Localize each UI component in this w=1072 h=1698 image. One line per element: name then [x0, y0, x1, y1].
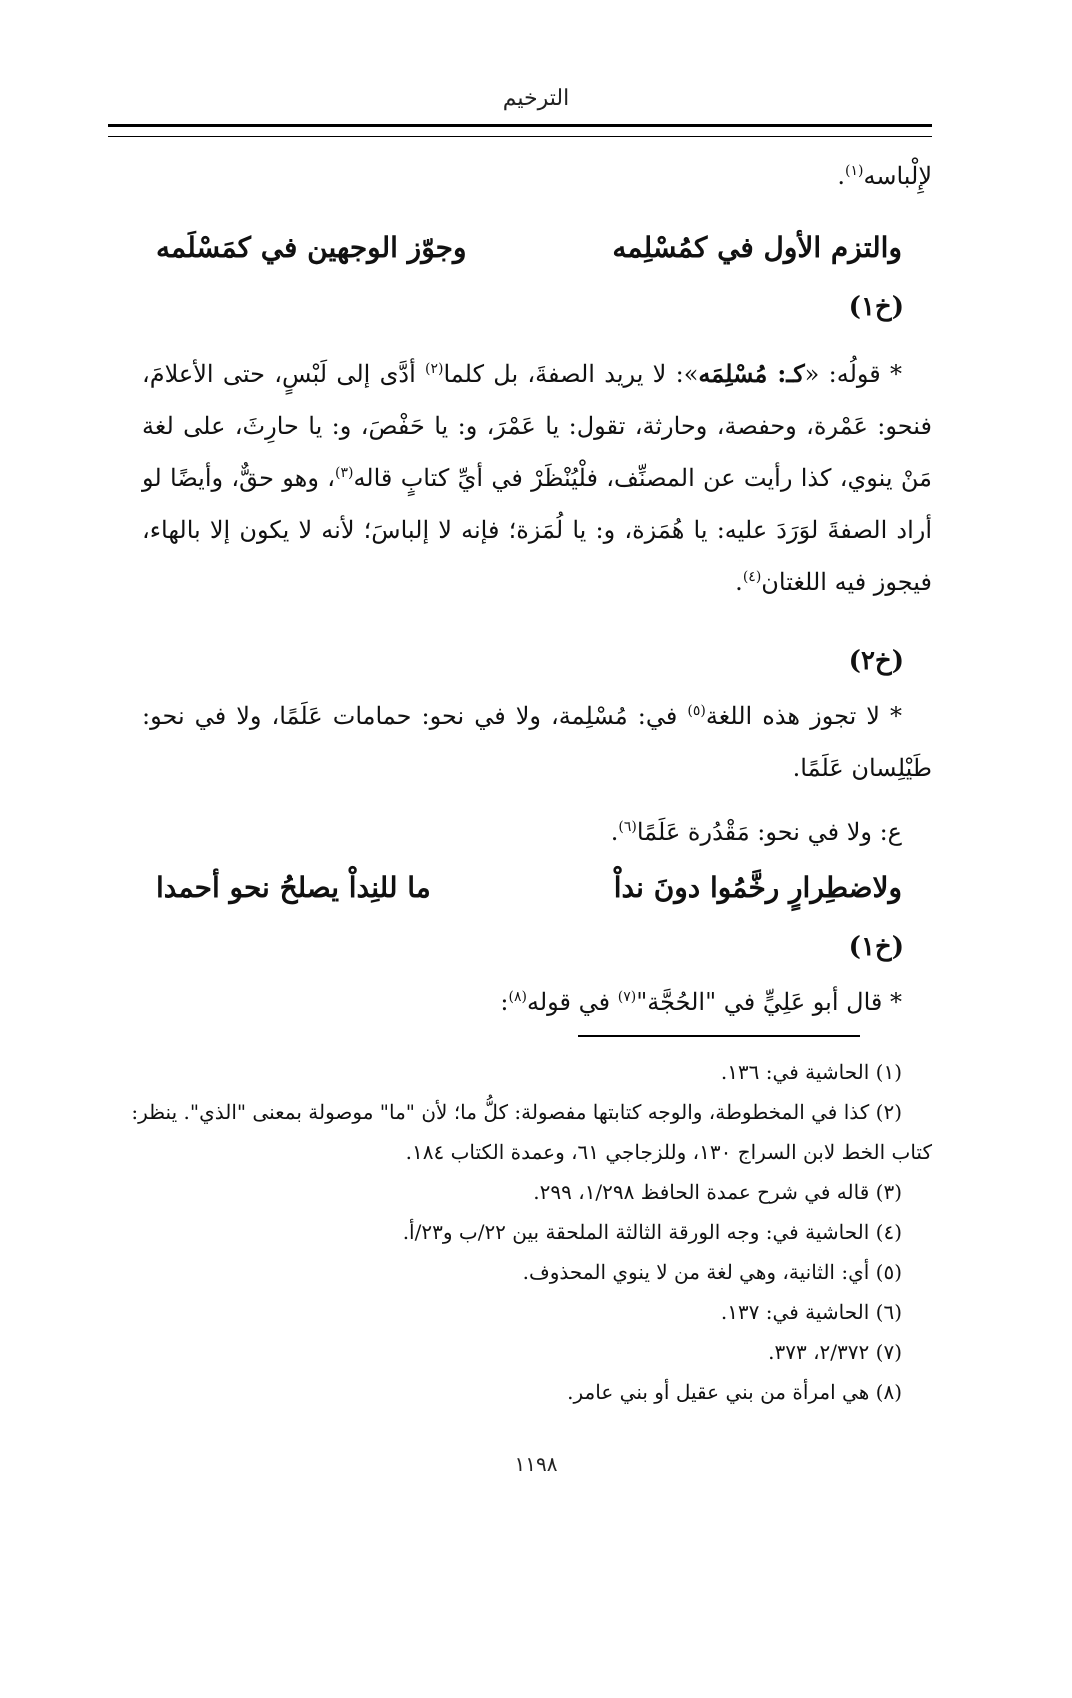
header-rule-thin	[108, 136, 932, 137]
header-rule-thick	[108, 124, 932, 127]
footnotes	[131, 1052, 932, 1412]
verse-line	[142, 858, 932, 918]
verse-hemistich-left: ما للنِداْ يصلحُ نحو أحمدا	[156, 871, 431, 904]
footnote-ref: (٨)	[508, 989, 527, 1005]
verse-hemistich-right: ولاضطِرارٍ رخَّمُوا دونَ نداْ	[613, 871, 902, 904]
footnote-ref: (٣)	[334, 465, 354, 481]
footnote: (١) الحاشية في: ١٣٦.	[720, 1060, 902, 1084]
footnote: (٤) الحاشية في: وجه الورقة الثالثة الملحقة بين ٢٢/ب و٢٣/أ.	[402, 1220, 902, 1244]
footnote: (٥) أي: الثانية، وهي لغة من لا ينوي المحذوف.	[522, 1260, 902, 1284]
text-line: أراد الصفةَ لوَرَدَ عليه: يا هُمَزة، و: يا لُمَزة؛ فإنه لا إلباسَ؛ لأنه لا يكون إلا بالهاء،	[142, 516, 932, 544]
paragraph	[142, 806, 932, 858]
footnote-ref: (٢)	[425, 361, 444, 377]
manuscript-tag: (خ٢)	[848, 646, 904, 676]
text-line: * لا تجوز هذه اللغة$^{(٥)}$ في: مُسْلِمة، ولا في نحو: حمامات عَلَمًا، ولا في نحو:	[142, 702, 903, 730]
running-title: الترخيم	[502, 86, 570, 111]
footnote-continuation: كتاب الخط لابن السراج ١٣٠، وللزجاجي ٦١، وعمدة الكتاب ١٨٤.	[405, 1140, 932, 1164]
verse-hemistich-left: وجوّز الوجهين في كمَسْلَمه	[156, 231, 467, 264]
text-line: فنحو: عَمْرة، وحفصة، وحارثة، تقول: يا عَمْرَ، و: يا حَفْصَ، و: يا حارِثَ، على لغة	[142, 412, 932, 440]
manuscript-tag: (خ١)	[848, 932, 904, 962]
verse-hemistich-right: والتزم الأول في كمُسْلِمه	[612, 231, 902, 264]
text-line: لإِلْباسه$^{(١)}$.	[837, 162, 932, 190]
bold-term: كـ: مُسْلِمَه	[698, 359, 805, 388]
text-line: مَنْ ينوي، كذا رأيت عن المصنِّف، فلْيُنْظَرْ في أيِّ كتابٍ قاله$^{(٣)}$، وهو حقٌّ، وأيضًا لو	[142, 464, 932, 492]
footnote: (٦) الحاشية في: ١٣٧.	[720, 1300, 902, 1324]
footnote-ref: (٤)	[742, 569, 762, 585]
footnote-separator	[578, 1035, 860, 1037]
paragraph	[142, 348, 932, 608]
paragraph	[142, 690, 932, 794]
footnote-ref: (٦)	[618, 819, 637, 835]
page-number: ١١٩٨	[514, 1452, 558, 1476]
text-line: ع: ولا في نحو: مَقْدُرة عَلَمًا$^{(٦)}$.	[610, 818, 902, 846]
footnote: (٣) قاله في شرح عمدة الحافظ ١/٢٩٨، ٢٩٩.	[533, 1180, 902, 1204]
paragraph	[142, 976, 932, 1028]
text-line: طَيْلِسان عَلَمًا.	[792, 754, 932, 782]
footnote: (٢) كذا في المخطوطة، والوجه كتابتها مفصولة: كلُّ ما؛ لأن "ما" موصولة بمعنى "الذي". ينظر:	[131, 1100, 902, 1124]
verse-line	[142, 218, 932, 278]
footnote-ref: (١)	[845, 163, 864, 179]
footnote: (٧) ٢/٣٧٢، ٣٧٣.	[768, 1340, 902, 1364]
footnote: (٨) هي امرأة من بني عقيل أو بني عامر.	[567, 1380, 902, 1404]
main-text	[142, 150, 932, 1028]
text-line: فيجوز فيه اللغتان$^{(٤)}$.	[735, 568, 932, 596]
text-line: * قولُه: «كـ: مُسْلِمَه»: لا يريد الصفةَ، بل كلما$^{(٢)}$ أدَّى إلى لَبْسٍ، حتى الأعلامَ،	[142, 359, 903, 388]
footnote-ref: (٥)	[687, 703, 706, 719]
manuscript-tag: (خ١)	[848, 292, 904, 322]
text-line: * قال أبو عَلِيٍّ في "الحُجَّة"$^{(٧)}$ في قوله$^{(٨)}$:	[500, 988, 902, 1016]
footnote-ref: (٧)	[617, 989, 637, 1005]
